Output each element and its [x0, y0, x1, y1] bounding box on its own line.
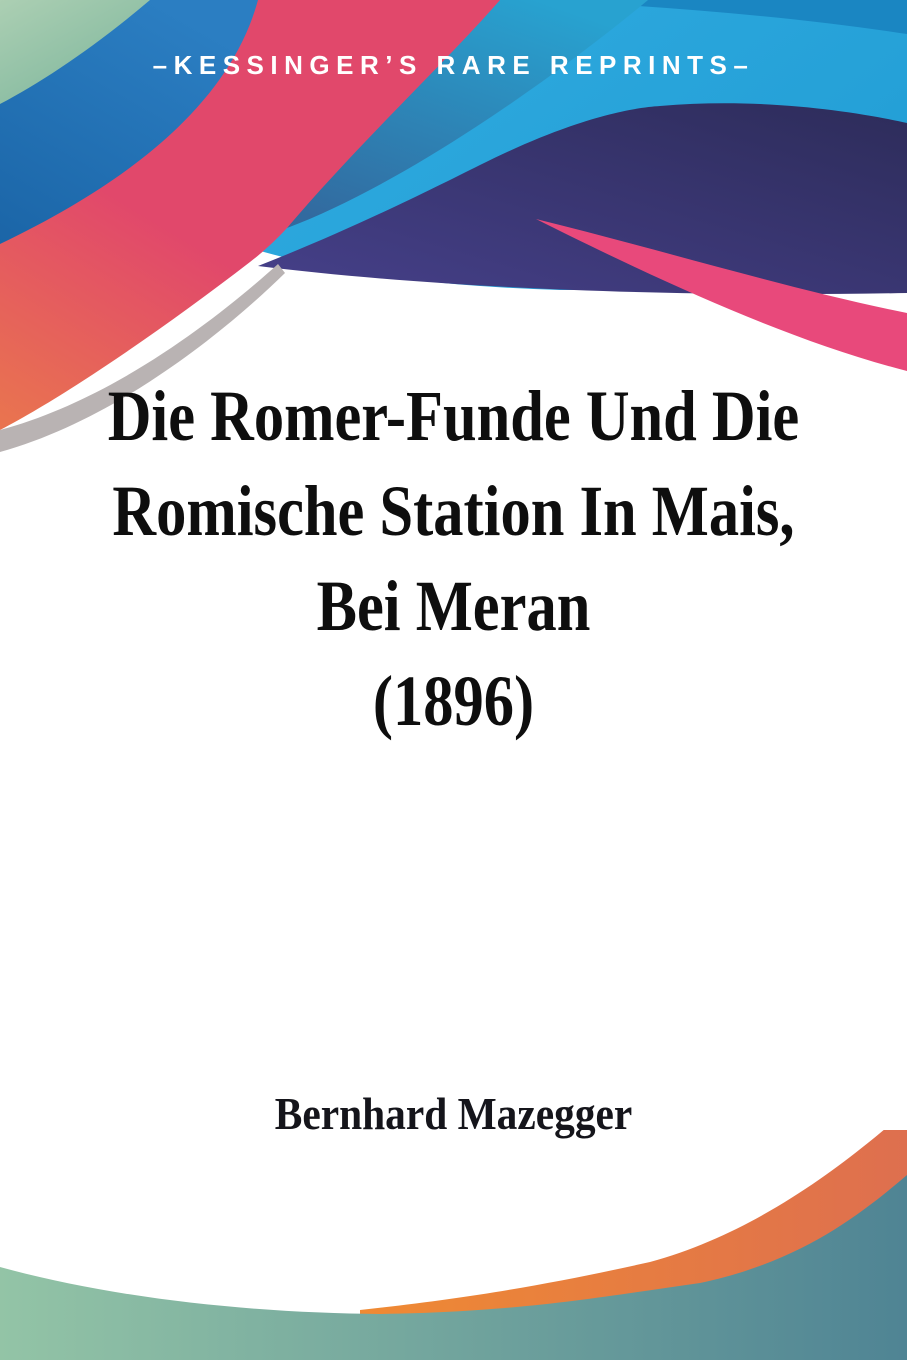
author-name: Bernhard Mazegger [274, 1088, 633, 1139]
book-title [73, 369, 835, 749]
swirl-teal-wave [0, 1175, 907, 1360]
bottom-swirl-art [0, 1130, 907, 1360]
title-line-3: Bei Meran [316, 566, 591, 646]
title-line-4: (1896) [372, 661, 535, 741]
title-line-2: Romische Station In Mais, [112, 471, 795, 551]
publisher-banner: –KESSINGER’S RARE REPRINTS– [152, 50, 755, 80]
title-line-1: Die Romer-Funde Und Die [107, 376, 800, 456]
